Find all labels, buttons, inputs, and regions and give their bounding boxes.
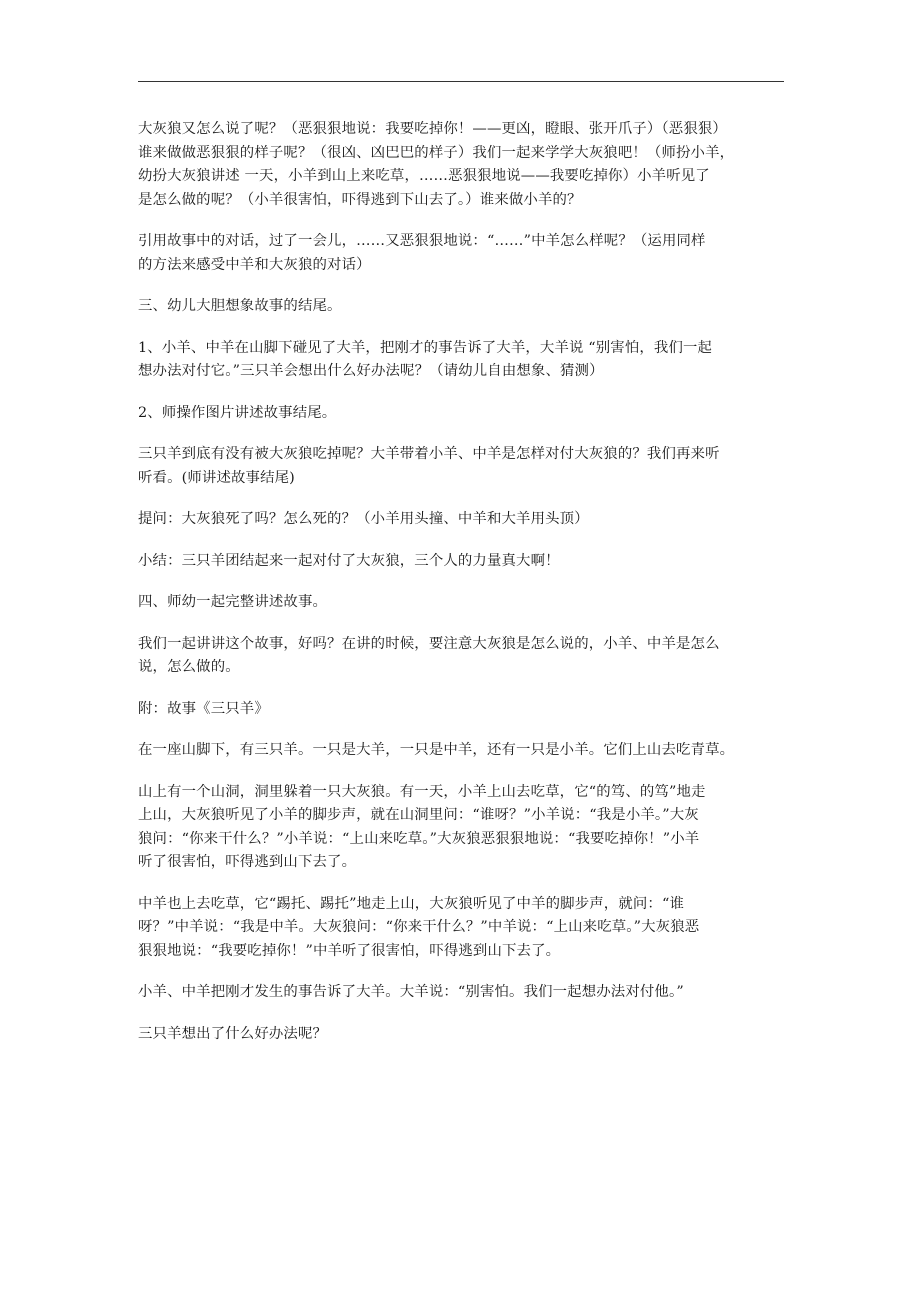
text-line: 提问：大灰狼死了吗？怎么死的？（小羊用头撞、中羊和大羊用头顶） [138,511,589,527]
paragraph [138,443,788,490]
text-line: 三、幼儿大胆想象故事的结尾。 [138,298,342,314]
text-line: 在一座山脚下，有三只羊。一只是大羊，一只是中羊，还有一只是小羊。它们上山去吃青草。 [138,742,735,758]
text-line: 山上有一个山洞，洞里躲着一只大灰狼。有一天，小羊上山去吃草，它“的笃、的笃”地走 [138,783,706,800]
paragraph [138,550,788,574]
paragraph [138,402,788,426]
paragraph [138,1023,788,1047]
paragraph [138,508,788,532]
document-body [138,118,788,1064]
text-line: 附：故事《三只羊》 [138,700,269,717]
text-line: 谁来做做恶狠狠的样子呢？（很凶、凶巴巴的样子）我们一起来学学大灰狼吧！（师扮小羊， [138,144,735,161]
text-line: 狼问：“你来干什么？”小羊说：“上山来吃草。”大灰狼恶狠狠地说：“我要吃掉你！”小羊 [138,830,700,847]
text-line: 幼扮大灰狼讲述 一天，小羊到山上来吃草，……恶狠狠地说——我要吃掉你）小羊听见了 [138,168,710,184]
text-line: 中羊也上去吃草，它“踢托、踢托”地走上山，大灰狼听见了中羊的脚步声，就问：“谁 [138,895,684,912]
text-line: 小结：三只羊团结起来一起对付了大灰狼，三个人的力量真大啊！ [138,552,560,569]
text-line: 是怎么做的呢？（小羊很害怕，吓得逃到下山去了。）谁来做小羊的？ [138,191,582,208]
paragraph [138,739,788,763]
text-line: 呀？”中羊说：“我是中羊。大灰狼问：“你来干什么？”中羊说：“上山来吃草。”大灰狼恶 [138,919,700,935]
text-line: 想办法对付它。”三只羊会想出什么好办法呢？（请幼儿自由想象、猜测） [138,363,604,379]
paragraph [138,295,788,319]
text-line: 2、师操作图片讲述故事结尾。 [138,404,337,421]
text-line: 三只羊想出了什么好办法呢？ [138,1025,328,1042]
text-line: 1、小羊、中羊在山脚下碰见了大羊，把刚才的事告诉了大羊，大羊说 “别害怕，我们一起 [138,339,713,356]
paragraph [138,633,788,680]
text-line: 听了很害怕，吓得逃到山下去了。 [138,854,357,870]
paragraph [138,698,788,722]
text-line: 引用故事中的对话，过了一会儿，……又恶狠狠地说：“……”中羊怎么样呢？（运用同样 [138,233,706,249]
paragraph [138,781,788,875]
text-line: 听看。(师讲述故事结尾) [138,469,295,486]
text-line: 三只羊到底有没有被大灰狼吃掉呢？大羊带着小羊、中羊是怎样对付大灰狼的？我们再来听 [138,446,720,462]
paragraph [138,337,788,384]
text-line: 我们一起讲讲这个故事，好吗？在讲的时候，要注意大灰狼是怎么说的，小羊、中羊是怎么 [138,635,720,652]
text-line: 狠狠地说：“我要吃掉你！”中羊听了很害怕，吓得逃到山下去了。 [138,942,561,959]
text-line: 的方法来感受中羊和大灰狼的对话） [138,256,371,273]
text-line: 小羊、中羊把刚才发生的事告诉了大羊。大羊说：“别害怕。我们一起想办法对付他。” [138,984,684,1000]
text-line: 上山，大灰狼听见了小羊的脚步声，就在山洞里问：“谁呀？”小羊说：“我是小羊。”大灰 [138,807,699,823]
text-line: 说，怎么做的。 [138,659,240,675]
paragraph [138,591,788,615]
paragraph [138,893,788,964]
paragraph [138,230,788,277]
header-rule [138,81,784,82]
text-line: 大灰狼又怎么说了呢？（恶狠狠地说：我要吃掉你！——更凶，瞪眼、张开爪子）（恶狠狠） [138,121,727,137]
text-line: 四、师幼一起完整讲述故事。 [138,594,328,610]
paragraph [138,981,788,1005]
paragraph [138,118,788,212]
